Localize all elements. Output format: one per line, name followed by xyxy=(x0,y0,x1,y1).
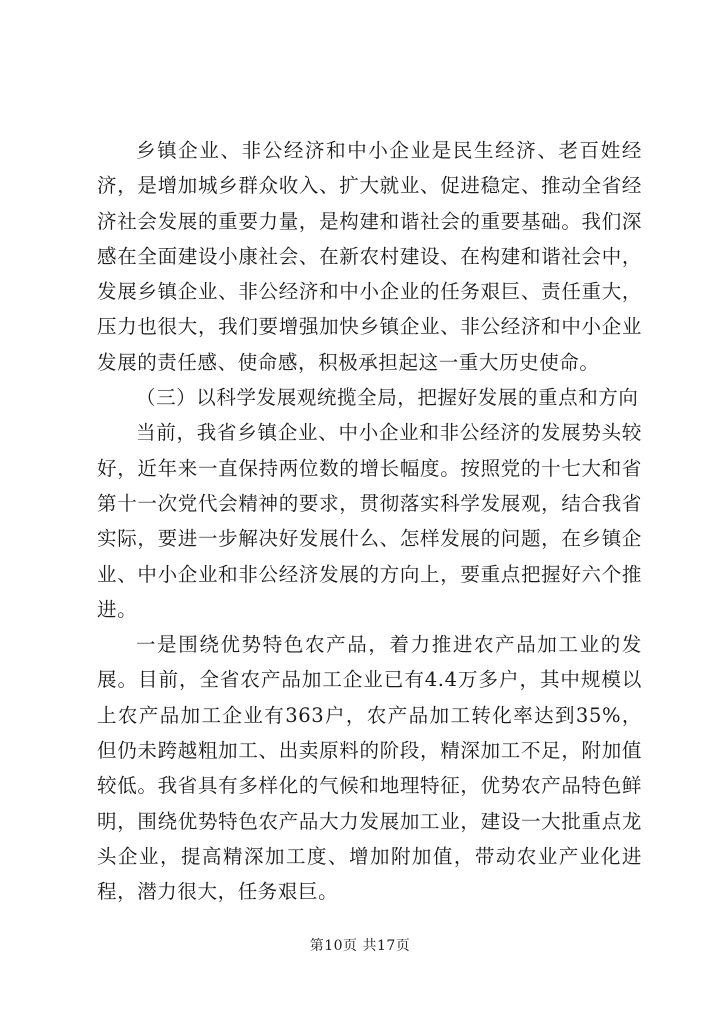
section-heading-scientific-development: （三）以科学发展观统揽全局，把握好发展的重点和方向 xyxy=(136,386,639,410)
paragraph-current-development-trend: 当前，我省乡镇企业、中小企业和非公经济的发展势头较好，近年来一直保持两位数的增长幅度。按照党的十七大和省第十一次党代会精神的要求，贯彻落实科学发展观，结合我省实际，要进一步解决好发展什么、怎样发展的问题，在乡镇企业、中小企业和非公经济发展的方向上，要重点把握好六个推进。 xyxy=(97,421,642,621)
page-number-footer: 第10页 共17页 xyxy=(309,938,411,954)
paragraph-agricultural-processing: 一是围绕优势特色农产品，着力推进农产品加工业的发展。目前，全省农产品加工企业已有4.4万多户，其中规模以上农产品加工企业有363户，农产品加工转化率达到35%，但仍未跨越粗加工、出卖原料的阶段，精深加工不足，附加值较低。我省具有多样化的气候和地理特征，优势农产品特色鲜明，围绕优势特色农产品大力发展加工业，建设一大批重点龙头企业，提高精深加工度、增加附加值，带动农业产业化进程，潜力很大，任务艰巨。 xyxy=(97,633,642,904)
paragraph-township-enterprises-importance: 乡镇企业、非公经济和中小企业是民生经济、老百姓经济，是增加城乡群众收入、扩大就业、促进稳定、推动全省经济社会发展的重要力量，是构建和谐社会的重要基础。我们深感在全面建设小康社会、在新农村建设、在构建和谐社会中，发展乡镇企业、非公经济和中小企业的任务艰巨、责任重大，压力也很大，我们要增强加快乡镇企业、非公经济和中小企业发展的责任感、使命感，积极承担起这一重大历史使命。 xyxy=(97,139,642,374)
document-body xyxy=(97,133,642,910)
